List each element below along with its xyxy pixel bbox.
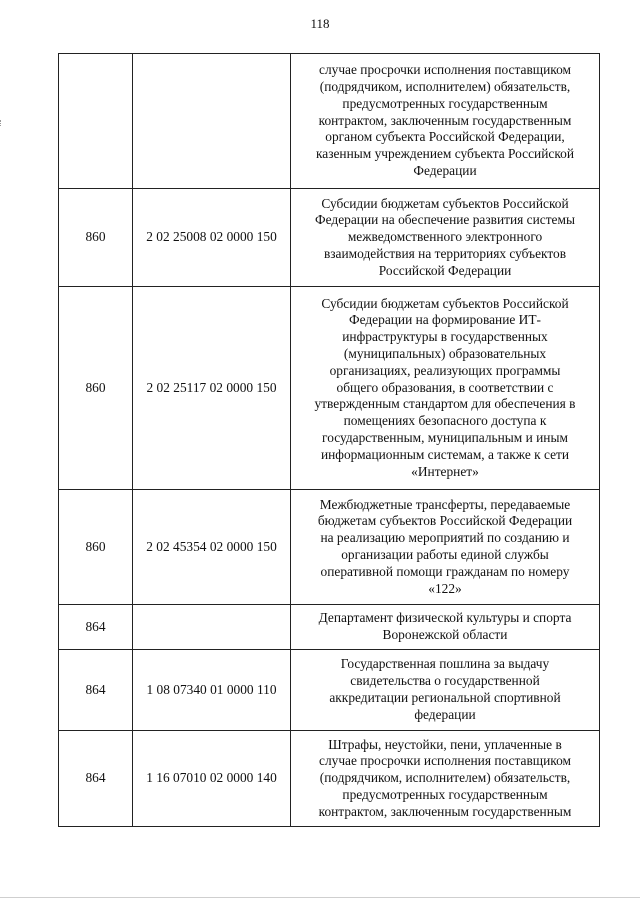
description-cell bbox=[291, 287, 600, 490]
description-line: случае просрочки исполнения поставщиком bbox=[319, 753, 571, 769]
description-line: помещениях безопасного доступа к bbox=[343, 413, 547, 429]
description-line: предусмотренных государственным bbox=[342, 786, 548, 802]
description-line: (подрядчиком, исполнителем) обязательств, bbox=[319, 79, 571, 94]
description-line: «Интернет» bbox=[411, 463, 479, 479]
table-row bbox=[59, 731, 600, 827]
budget-classification-code-cell: 1 08 07340 01 0000 110 bbox=[133, 650, 291, 731]
table-row bbox=[59, 54, 600, 189]
description-cell bbox=[291, 650, 600, 731]
description-line: аккредитации региональной спортивной bbox=[329, 690, 561, 705]
description-line: информационным системам, а также к сети bbox=[320, 446, 570, 462]
description-line: Межбюджетные трансферты, передаваемые bbox=[319, 496, 571, 512]
description-line: органом субъекта Российской Федерации, bbox=[325, 129, 565, 145]
description-cell bbox=[291, 189, 600, 287]
description-line: на реализацию мероприятий по созданию и bbox=[320, 530, 570, 546]
description-line: оперативной помощи гражданам по номеру bbox=[320, 563, 570, 579]
description-cell bbox=[291, 54, 600, 189]
description-line: бюджетам субъектов Российской Федерации bbox=[317, 513, 573, 529]
table-row bbox=[59, 287, 600, 490]
page-number: 118 bbox=[310, 16, 330, 31]
admin-code-cell: 860 bbox=[59, 287, 133, 490]
table-row bbox=[59, 490, 600, 605]
description-line: утвержденным стандартом для обеспечения в bbox=[314, 396, 576, 412]
description-line: федерации bbox=[414, 706, 476, 722]
budget-codes-table bbox=[58, 53, 600, 827]
table-row bbox=[59, 189, 600, 287]
table-row bbox=[59, 650, 600, 731]
description-line: организации работы единой службы bbox=[341, 547, 549, 562]
description-line: Федерации на формирование ИТ- bbox=[349, 312, 541, 328]
description-line: межведомственного электронного bbox=[347, 229, 543, 245]
description-line: Воронежской области bbox=[382, 627, 508, 642]
admin-code-cell: 860 bbox=[59, 189, 133, 287]
description-line: Федерации на обеспечение развития системы bbox=[315, 212, 575, 228]
budget-classification-code-cell: 2 02 45354 02 0000 150 bbox=[133, 490, 291, 605]
budget-classification-code-cell: 2 02 25008 02 0000 150 bbox=[133, 189, 291, 287]
admin-code-cell bbox=[59, 54, 133, 189]
description-line: контрактом, заключенным государственным bbox=[318, 112, 572, 128]
description-line: Государственная пошлина за выдачу bbox=[340, 656, 550, 672]
description-line: инфраструктуры в государственных bbox=[342, 329, 548, 345]
description-line: свидетельства о государственной bbox=[350, 673, 540, 689]
description-cell bbox=[291, 605, 600, 650]
description-line: государственным, муниципальным и иным bbox=[322, 429, 568, 445]
description-line: (подрядчиком, исполнителем) обязательств, bbox=[319, 770, 571, 786]
description-line: «122» bbox=[428, 580, 462, 596]
description-cell bbox=[291, 731, 600, 827]
description-line: предусмотренных государственным bbox=[342, 95, 548, 111]
description-line: общего образования, в соответствии с bbox=[336, 379, 554, 395]
description-line: (муниципальных) образовательных bbox=[343, 346, 547, 361]
description-line: Российской Федерации bbox=[378, 262, 512, 278]
admin-code-cell: 864 bbox=[59, 650, 133, 731]
description-line: Департамент физической культуры и спорта bbox=[318, 610, 572, 626]
admin-code-cell: 860 bbox=[59, 490, 133, 605]
admin-code-cell: 864 bbox=[59, 605, 133, 650]
description-line: казенным учреждением субъекта Российской bbox=[315, 146, 575, 162]
description-line: Федерации bbox=[413, 162, 477, 178]
description-line: Субсидии бюджетам субъектов Российской bbox=[321, 195, 569, 211]
description-line: Субсидии бюджетам субъектов Российской bbox=[321, 295, 569, 311]
description-cell bbox=[291, 490, 600, 605]
bottom-rule bbox=[0, 897, 640, 898]
budget-classification-code-cell bbox=[133, 605, 291, 650]
description-line: случае просрочки исполнения поставщиком bbox=[319, 62, 571, 78]
table-body bbox=[59, 54, 600, 827]
margin-mark bbox=[0, 120, 3, 126]
table-row bbox=[59, 605, 600, 650]
budget-classification-code-cell bbox=[133, 54, 291, 189]
description-line: контрактом, заключенным государственным bbox=[318, 803, 572, 819]
budget-classification-code-cell: 2 02 25117 02 0000 150 bbox=[133, 287, 291, 490]
description-line: взаимодействия на территориях субъектов bbox=[323, 245, 567, 261]
admin-code-cell: 864 bbox=[59, 731, 133, 827]
budget-classification-code-cell: 1 16 07010 02 0000 140 bbox=[133, 731, 291, 827]
description-line: организациях, реализующих программы bbox=[329, 362, 561, 378]
description-line: Штрафы, неустойки, пени, уплаченные в bbox=[328, 736, 562, 752]
